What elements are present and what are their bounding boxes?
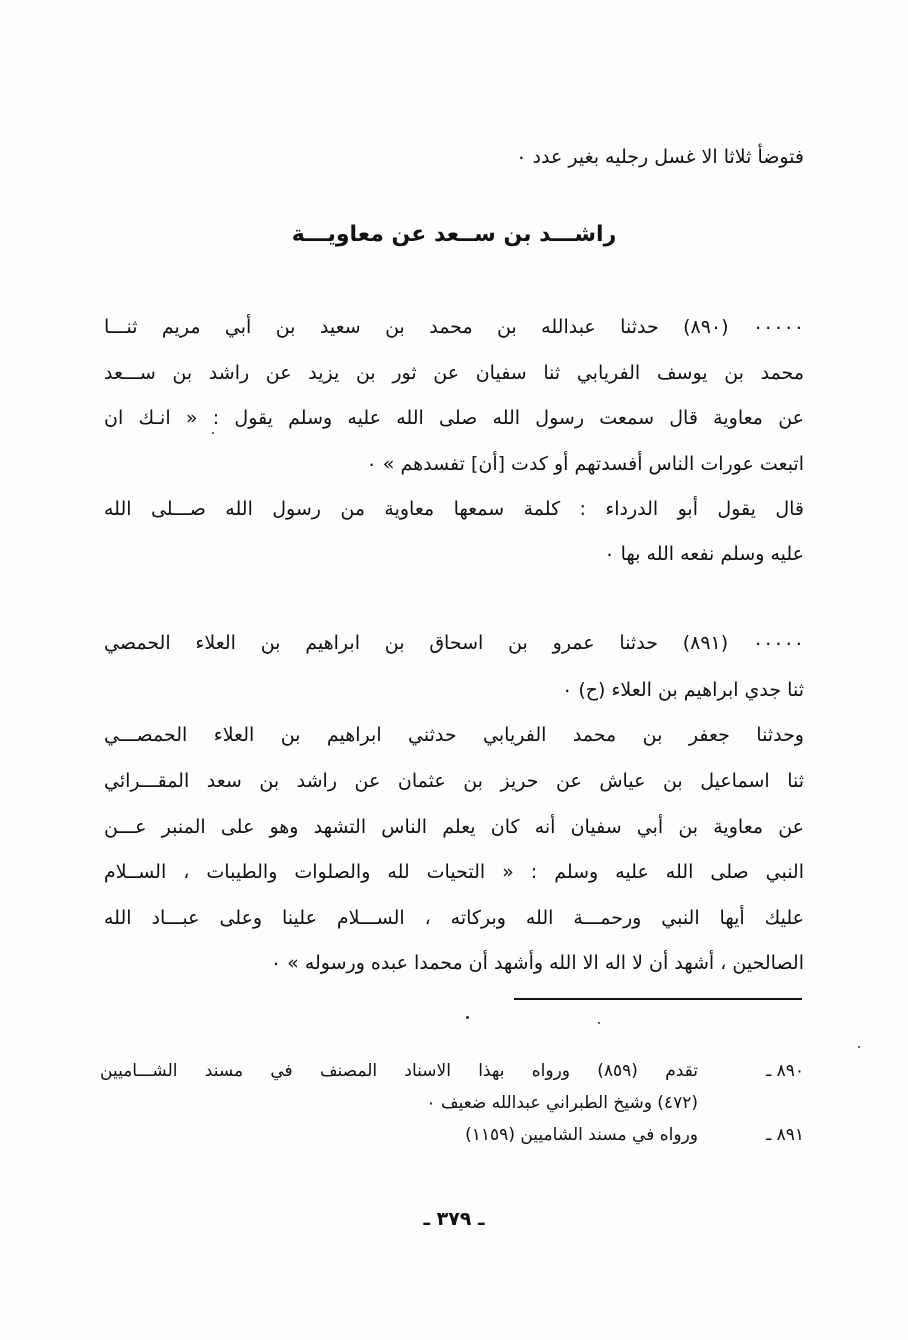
section-heading: راشـــد بن ســعد عن معاويـــة xyxy=(291,222,617,247)
footnote-890-line-2: (٤٧٢) وشيخ الطبراني عبدالله ضعيف ٠ xyxy=(426,1093,698,1113)
hadith-891-line-4: ثنا اسماعيل بن عياش عن حريز بن عثمان عن راشد بن سعد المقـــرائي xyxy=(104,770,804,792)
footnote-891-number: ٨٩١ ـ xyxy=(766,1125,804,1145)
hadith-891-line-2: ثنا جدي ابراهيم بن العلاء (ح) ٠ xyxy=(562,679,804,701)
scan-speck xyxy=(212,432,214,434)
hadith-891-line-8: الصالحين ، أشهد أن لا اله الا الله وأشهد أن محمدا عبده ورسوله » ٠ xyxy=(270,952,804,974)
hadith-890-line-3: عن معاوية قال سمعت رسول الله صلى الله عليه وسلم يقول : « انـك ان xyxy=(104,407,804,429)
hadith-891-line-1: ٠٠٠٠٠ (٨٩١) حدثنا عمرو بن اسحاق بن ابراهيم بن العلاء الحمصي xyxy=(104,632,804,654)
hadith-891-line-6: النبي صلى الله عليه وسلم : « التحيات لله والصلوات والطيبات ، الســلام xyxy=(104,861,804,883)
scan-speck xyxy=(858,1046,860,1048)
hadith-890-line-5: قال يقول أبو الدرداء : كلمة سمعها معاوية من رسول الله صـــلى الله xyxy=(104,498,804,520)
footnote-890-number: ٨٩٠ ـ xyxy=(766,1061,804,1081)
scan-speck xyxy=(466,1016,469,1019)
footnote-891-line-1: ورواه في مسند الشاميين (١١٥٩) xyxy=(465,1125,698,1145)
page-number: ـ ٣٧٩ ـ xyxy=(423,1208,485,1230)
hadith-890-line-1: ٠٠٠٠٠ (٨٩٠) حدثنا عبدالله بن محمد بن سعيد بن أبي مريم ثنـــا xyxy=(104,316,804,338)
hadith-890-line-4: اتبعت عورات الناس أفسدتهم أو كدت [أن] تفسدهم » ٠ xyxy=(366,453,804,475)
scan-speck xyxy=(598,1022,600,1024)
top-line: فتوضأ ثلاثا الا غسل رجليه بغير عدد ٠ xyxy=(516,146,804,168)
hadith-891-line-5: عن معاوية بن أبي سفيان أنه كان يعلم الناس التشهد وهو على المنبر عـــن xyxy=(104,816,804,838)
hadith-891-line-3: وحدثنا جعفر بن محمد الفريابي حدثني ابراهيم بن العلاء الحمصـــي xyxy=(104,724,804,746)
hadith-890-line-2: محمد بن يوسف الفريابي ثنا سفيان عن ثور بن يزيد عن راشد بن ســـعد xyxy=(104,362,804,384)
footnote-890-line-1: تقدم (٨٥٩) ورواه بهذا الاسناد المصنف في مسند الشـــاميين xyxy=(100,1061,698,1081)
hadith-890-line-6: عليه وسلم نفعه الله بها ٠ xyxy=(604,543,804,565)
footnote-divider xyxy=(514,998,802,1000)
hadith-891-line-7: عليك أيها النبي ورحمـــة الله وبركاته ، الســـلام علينا وعلى عبـــاد الله xyxy=(104,907,804,929)
